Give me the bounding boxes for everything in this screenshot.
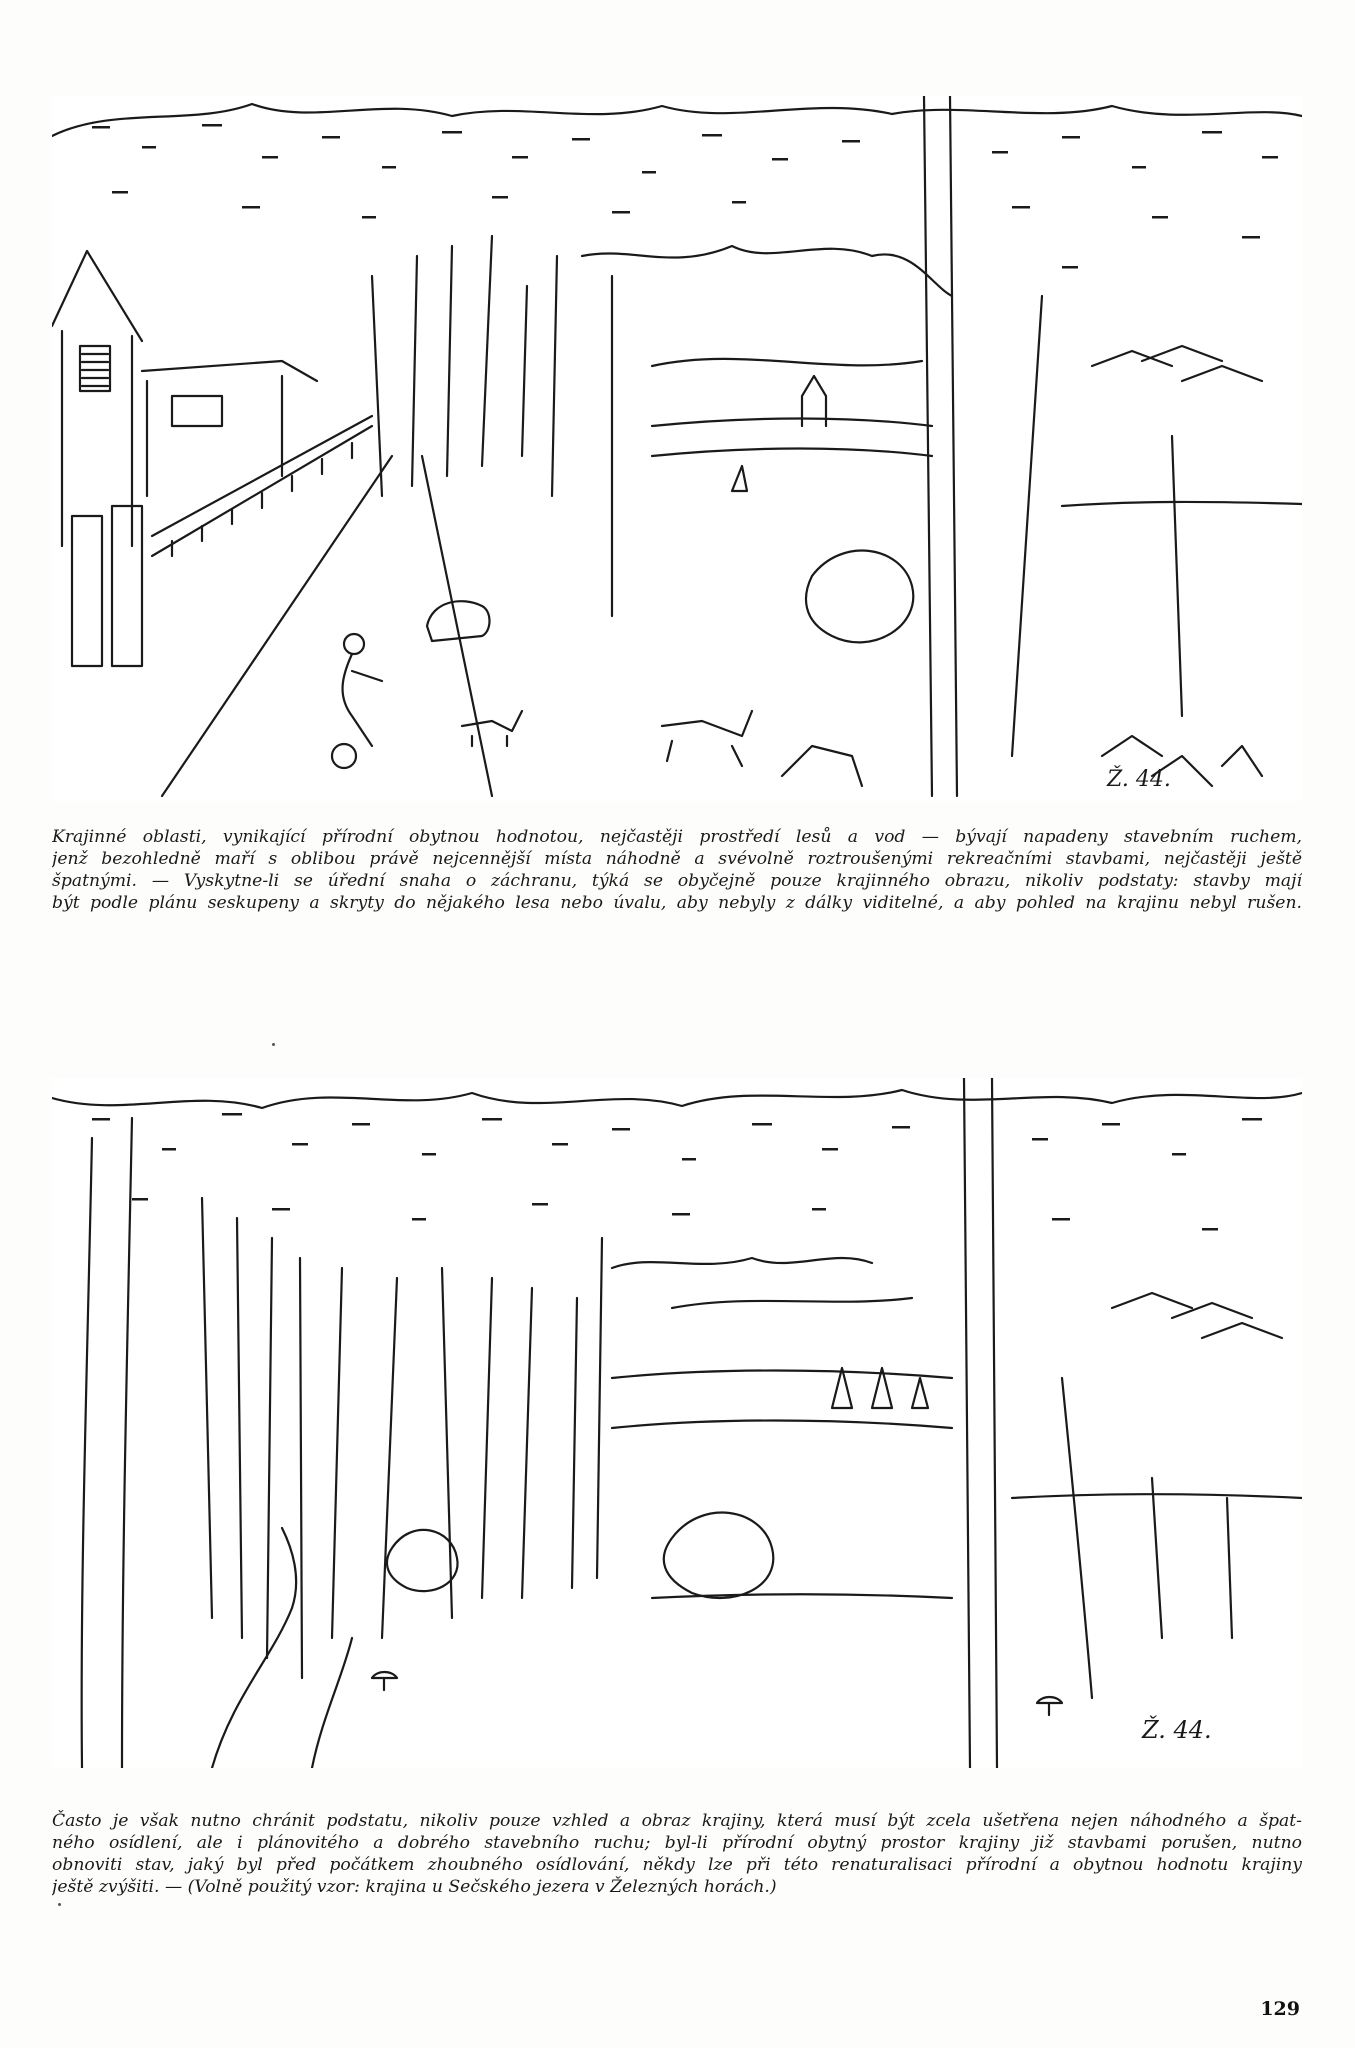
caption-line: být podle plánu seskupeny a skryty do nějakého lesa nebo úvalu, aby nebyly z dálky viditelné, a aby pohled na krajinu nebyl rušen. (52, 893, 1302, 913)
canopy-outline (52, 104, 1302, 136)
forest-path (312, 1638, 352, 1768)
caption-bottom (52, 1810, 1302, 1898)
tree-trunk (572, 1238, 602, 1588)
bush (387, 1530, 458, 1591)
house-wall (62, 331, 132, 546)
house-window (80, 346, 110, 391)
rubble (782, 736, 1262, 786)
forest-path (212, 1528, 296, 1768)
lake-far-shore (652, 359, 922, 366)
caption-line: Krajinné oblasti, vynikající přírodní obytnou hodnotou, nejčastěji prostředí lesů a vod — bývají napadeny stavebním ruchem, (52, 827, 1302, 847)
page-number: 129 (1260, 1998, 1300, 2020)
lake-shore (612, 1371, 952, 1429)
meadow-line (652, 1494, 1302, 1598)
tree-trunk (82, 1118, 132, 1768)
caption-line: Často je však nutno chránit podstatu, nikoliv pouze vzhled a obraz krajiny, která musí být zcela ušetřena nejen náhodného a špat- (52, 1811, 1302, 1831)
bush (664, 1513, 773, 1598)
tree-trunk (442, 1268, 532, 1618)
caption-line: obnoviti stav, jaký byl před počátkem zhoubného osídlování, někdy lze při této renaturalisaci přírodní a obytnou hodnotu krajiny (52, 1855, 1302, 1875)
caption-line: jenž bezohledně maří s oblibou právě nejcennější místa náhodně a svévolně roztroušenými rekreačními stavbami, nejčastěji ještě (52, 849, 1302, 869)
stray-dot (272, 1043, 275, 1046)
mushrooms (1037, 1697, 1062, 1715)
building-roof (142, 361, 317, 381)
house-roof (52, 251, 142, 341)
fence-posts (172, 443, 352, 556)
bush (806, 551, 913, 643)
caption-last-line (52, 1876, 1302, 1898)
illustration-preserved-landscape (52, 1078, 1302, 1768)
tree-trunk-tall (964, 1078, 997, 1768)
caption-line: špatnými. — Vyskytne-li se úřední snaha o záchranu, týká se obyčejně pouze krajinného obrazu, nikoliv podstaty: stavby mají (52, 871, 1302, 891)
tree-trunk (300, 1258, 397, 1678)
canopy-hatching (92, 124, 1278, 269)
dog-large (662, 711, 752, 766)
road-right-edge (422, 456, 492, 796)
lake-shore (652, 419, 932, 457)
illustration-signature: Ž. 44. (1107, 767, 1171, 792)
tree-trunk (202, 1198, 272, 1658)
cyclist-head (344, 634, 364, 654)
canopy-lower-edge (582, 246, 952, 296)
building-wall (147, 376, 282, 496)
tree-trunk (372, 236, 612, 616)
house-window-slats (82, 354, 108, 386)
canopy-hatching (92, 1113, 1262, 1231)
distant-houses (1092, 346, 1262, 381)
caption-line-end: ještě zvýšiti. — (52, 1877, 183, 1897)
conifer (832, 1368, 928, 1408)
stray-dot (58, 1903, 61, 1906)
drawing-bottom (52, 1078, 1302, 1768)
gate-post (112, 506, 142, 666)
tree-trunk-tall (924, 96, 957, 796)
illustration-developed-landscape (52, 96, 1302, 801)
caption-source-note: (Volně použitý vzor: krajina u Sečského jezera v Železných horách.) (187, 1877, 777, 1897)
dog-small (462, 711, 522, 746)
canopy-outline (52, 1090, 1302, 1108)
illustration-signature: Ž. 44. (1142, 1716, 1212, 1744)
road-left-edge (162, 456, 392, 796)
drawing-top (52, 96, 1302, 801)
gate-post (72, 516, 102, 666)
caption-top (52, 826, 1302, 914)
sailboat (732, 466, 747, 491)
tree-trunk (1062, 1378, 1232, 1698)
meadow-line (1062, 502, 1302, 506)
caption-line: ného osídlení, ale i plánovitého a dobrého stavebního ruchu; byl-li přírodní obytný prostor krajiny již stavbami porušen, nutno (52, 1833, 1302, 1853)
cyclist-body (343, 654, 382, 746)
distant-houses (1112, 1293, 1282, 1338)
canopy-lower-edge (612, 1258, 872, 1268)
lake-far-shore (672, 1298, 912, 1308)
mushrooms (372, 1672, 397, 1690)
building-window (172, 396, 222, 426)
cyclist-wheel (332, 744, 356, 768)
